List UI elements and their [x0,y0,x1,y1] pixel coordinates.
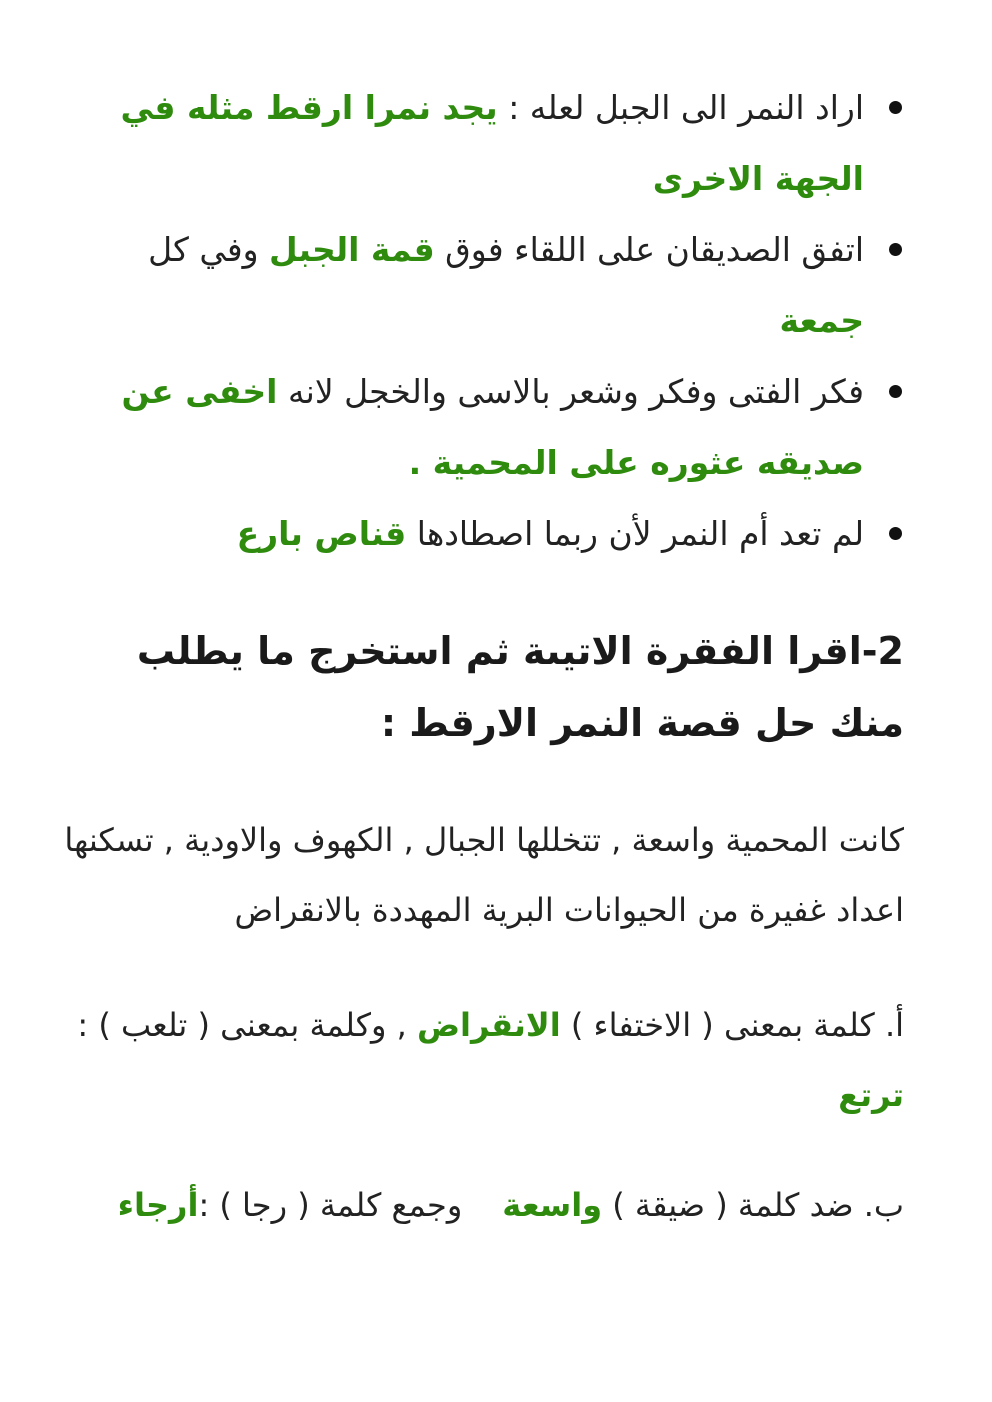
question-a-prefix: أ. كلمة بمعنى ( الاختفاء ) [560,1006,904,1044]
question-a-answer-1: الانقراض [416,1006,561,1044]
list-item [112,356,902,498]
item-text: فكر الفتى وفكر وشعر بالاسى والخجل لانه [277,372,864,411]
item-text: اراد النمر الى الجبل لعله : [497,88,864,127]
question-b-prefix: ب. ضد كلمة ( ضيقة ) [602,1186,904,1224]
question-a-middle: , وكلمة بمعنى ( تلعب ) : [77,1006,417,1044]
item-answer: يجد نمرا ارقط مثله في الجهة الاخرى [120,88,864,198]
item-answer: اخفى عن صديقه عثوره على المحمية . [121,372,864,482]
item-answer: قناص بارع [236,514,407,553]
question-b [64,1170,904,1240]
bullet-icon [889,101,902,114]
question-b-answer-1: واسعة [502,1186,603,1224]
question-a [64,990,904,1130]
item-answer-2: جمعة [779,301,864,340]
item-text-continued: وفي كل [148,230,270,269]
answers-list [112,72,902,569]
item-text: اتفق الصديقان على اللقاء فوق [434,230,864,269]
list-item [112,498,902,569]
list-item [112,214,902,356]
bullet-icon [889,527,902,540]
question-b-middle: وجمع كلمة ( رجا ) : [198,1186,463,1224]
bullet-icon [889,385,902,398]
bullet-icon [889,243,902,256]
question-a-answer-2: ترتع [838,1076,904,1114]
section-heading: 2-اقرا الفقرة الاتيىة ثم استخرج ما يطلب منك حل قصة النمر الارقط : [136,629,904,745]
list-item [112,72,902,214]
item-text: لم تعد أم النمر لأن ربما اصطادها [406,514,864,553]
question-b-answer-2: أرجاء [117,1186,199,1224]
reading-passage: كانت المحمية واسعة , تتخللها الجبال , الكهوف والاودية , تسكنها اعداد غفيرة من الحيوانات البرية المهددة بالانقراض [64,821,904,929]
item-answer: قمة الجبل [269,230,435,269]
